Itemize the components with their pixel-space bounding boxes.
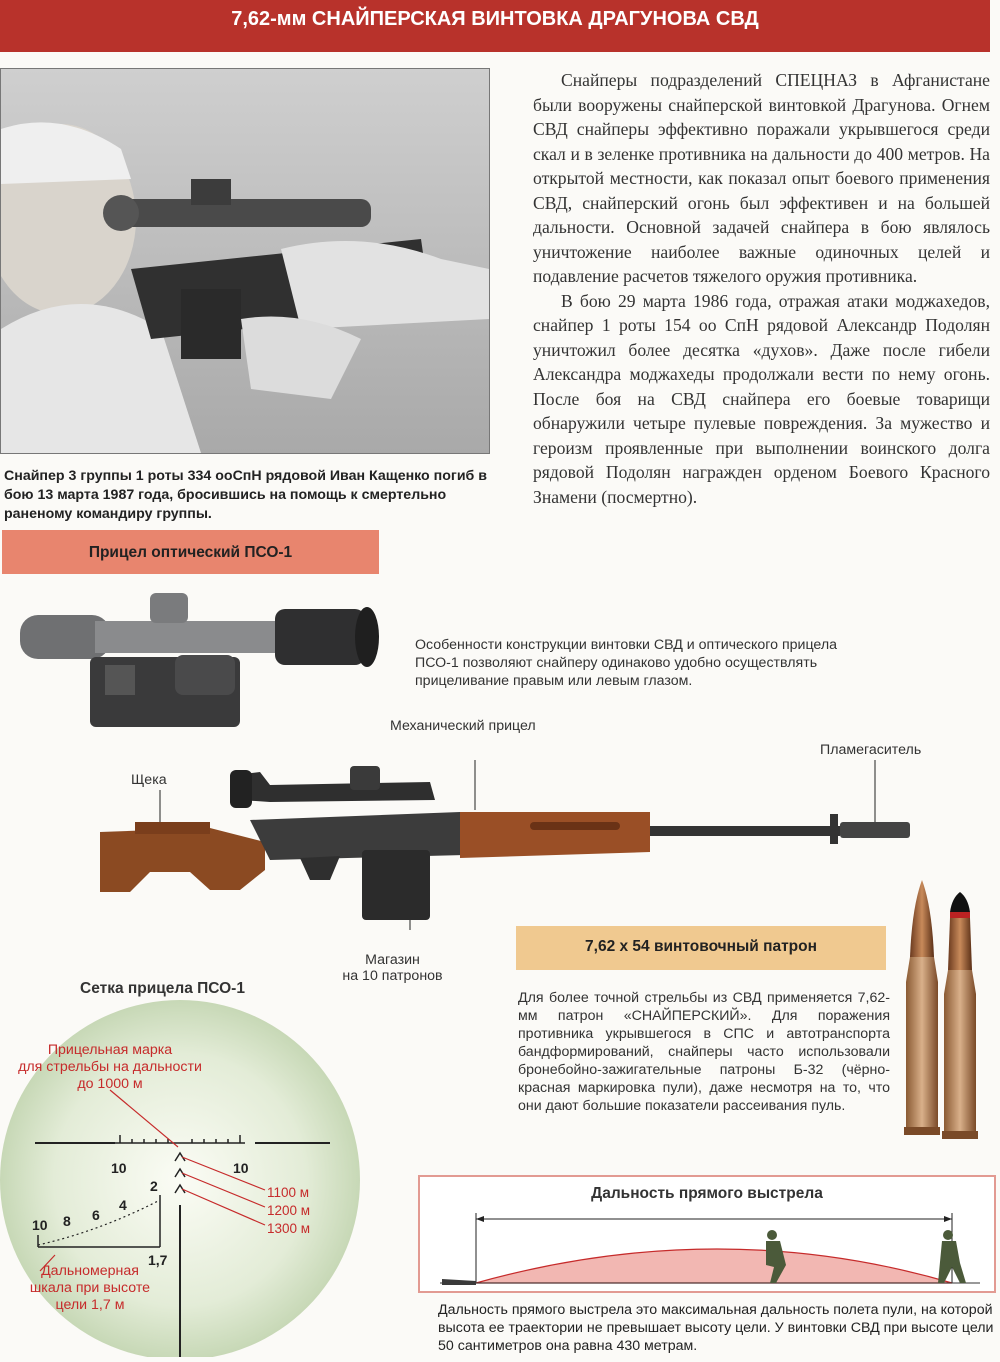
reticle-mark-4: 4 <box>119 1197 127 1213</box>
reticle-mark-10: 10 <box>32 1217 48 1233</box>
pbr-trajectory-diagram <box>420 1205 994 1291</box>
cartridge-description: Для более точной стрельбы из СВД применяется 7,62-мм патрон «СНАЙПЕРСКИЙ». Для поражения противника укрывшегося в СПС и автотранспорта бандформирований, снайперы часто использовали бронебойно-зажигательные патроны Б-32 (чёрно-красная маркировка пули), даже несмотря на то, что они дают большие показатели рассеивания пуль. <box>518 990 890 1114</box>
photo-caption: Снайпер 3 группы 1 роты 334 ооСпН рядовой Иван Кащенко погиб в бою 13 марта 1987 года, бросившись на помощь к смертельно раненому командиру группы. <box>4 468 487 522</box>
reticle-mark-height: 1,7 <box>148 1252 168 1268</box>
cartridge-image <box>898 872 993 1147</box>
reticle-mark-right10: 10 <box>233 1160 249 1176</box>
sniper-photo <box>0 68 490 454</box>
pbr-title: Дальность прямого выстрела <box>591 1185 823 1202</box>
svd-rifle-image <box>90 760 920 930</box>
range-labels: 1100 м 1200 м 1300 м <box>267 1185 311 1236</box>
label-cheek: Щека <box>131 772 167 788</box>
label-flash-hider: Пламегаситель <box>820 742 922 758</box>
article-paragraph-2: В бою 29 марта 1986 года, отражая атаки моджахедов, снайпер 1 роты 154 оо СпН рядовой Александр Подолян уничтожил более десятка «духов». Даже после гибели Александра моджахеды продолжали вести по нему огонь. После боя на СВД снайпера его боевые товарищи обнаружили четыре пулевые повреждения. За мужество и героизм проявленные при выполнении воинского долга рядовой Подолян награжден орденом Боевого Красного Знамени (посмертно). <box>533 290 990 507</box>
reticle-mark-8: 8 <box>63 1213 71 1229</box>
aim-mark-label: Прицельная марка для стрельбы на дальности до 1000 м <box>18 1042 202 1092</box>
article-paragraph-1: Снайперы подразделений СПЕЦНАЗ в Афганистане были вооружены снайперской винтовкой Драгунова. Огнем СВД снайперы эффективно поражали укрывшегося среди скал и в зеленке противника на дальности до 400 метров. На открытой местности, как показал опыт боевого применения СВД, снайперский огонь был эффективен и на большей дальности. Основной задачей снайпера в бою являлось уничтожение наиболее важные одиночных целей и подавление расчетов тяжелого оружия противника. <box>533 70 990 286</box>
pbr-description: Дальность прямого выстрела это максимальная дальность полета пули, на которой высота ее траектории не превышает высоту цели. У винтовки СВД при высоте цели 50 сантиметров она равна 430 метрам. <box>438 1302 994 1354</box>
article-text <box>533 68 990 509</box>
reticle-mark-left10: 10 <box>111 1160 127 1176</box>
page-title: 7,62-мм СНАЙПЕРСКАЯ ВИНТОВКА ДРАГУНОВА СВД <box>231 8 759 30</box>
pso1-scope-image <box>15 585 395 745</box>
scope-band-title: Прицел оптический ПСО-1 <box>88 544 293 561</box>
reticle-title: Сетка прицела ПСО-1 <box>80 980 245 997</box>
reticle-mark-6: 6 <box>92 1207 100 1223</box>
reticle-mark-2: 2 <box>150 1178 158 1194</box>
scope-note: Особенности конструкции винтовки СВД и оптического прицела ПСО-1 позволяют снайперу одинаково удобно осуществлять прицеливание правым или левым глазом. <box>415 637 838 689</box>
label-magazine: Магазин на 10 патронов <box>342 952 443 984</box>
rangefinder-scale-label: Дальномерная шкала при высоте цели 1,7 м <box>29 1263 151 1313</box>
cartridge-band-title: 7,62 x 54 винтовочный патрон <box>585 938 817 955</box>
label-mech-sight: Механический прицел <box>390 718 536 734</box>
